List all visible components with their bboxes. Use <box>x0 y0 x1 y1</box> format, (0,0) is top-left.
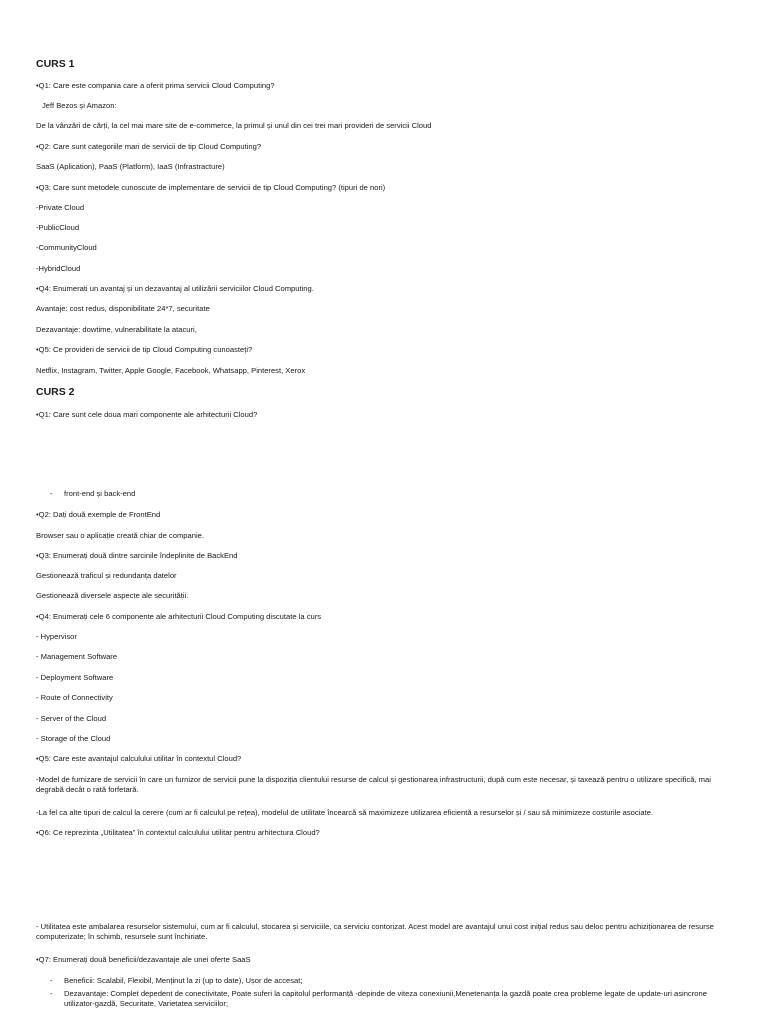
curs1-q2: •Q2: Care sunt categoriile mari de servicii de tip Cloud Computing? <box>36 142 262 151</box>
curs2-q2: •Q2: Dați două exemple de FrontEnd <box>36 510 161 519</box>
bullet-dash: - <box>50 976 53 985</box>
curs1-a3-1: -Private Cloud <box>36 203 85 212</box>
curs2-q3: •Q3: Enumerați două dintre sarcinile îndeplinite de BackEnd <box>36 551 238 560</box>
curs2-a4-4: - Route of Connectivity <box>36 693 113 702</box>
curs1-a2: SaaS (Aplication), PaaS (Platform), IaaS (Infrastracture) <box>36 162 225 171</box>
curs2-q6: •Q6: Ce reprezinta „Utilitatea” în contextul calculului utilitar pentru arhitectura Cloud? <box>36 828 320 837</box>
curs1-q5: •Q5: Ce provideri de servicii de tip Cloud Computing cunoasteți? <box>36 345 253 354</box>
curs1-q4: •Q4: Enumerati un avantaj și un dezavantaj al utilizării serviciilor Cloud Computing. <box>36 284 314 293</box>
curs1-a4-1: Avantaje: cost redus, disponibilitate 24*7, securitate <box>36 304 210 313</box>
curs2-a2: Browser sau o aplicație creată chiar de companie. <box>36 531 204 540</box>
curs2-b1: Beneficii: Scalabil, Flexibil, Menținut la zi (up to date), Ușor de accesat; <box>64 976 303 985</box>
bullet-dash: - <box>50 489 53 498</box>
curs1-a4-2: Dezavantaje: dowtime, vulnerabilitate la atacuri, <box>36 325 197 334</box>
curs2-a3-1: Gestionează traficul și redundanța datelor <box>36 571 177 580</box>
curs1-a1-1: Jeff Bezos și Amazon: <box>42 101 117 110</box>
curs2-a5-2: -La fel ca alte tipuri de calcul la cerere (cum ar fi calculul pe rețea), modelul de utilitate încearcă să maximizeze utilizarea eficientă a resurselor și / sau să minimizeze costurile asociate. <box>36 808 654 817</box>
curs2-heading: CURS 2 <box>36 386 75 398</box>
curs1-q3: •Q3: Care sunt metodele cunoscute de implementare de servicii de tip Cloud Computing? (tipuri de nori) <box>36 183 386 192</box>
curs2-a1: front-end și back-end <box>64 489 136 498</box>
bullet-dash: - <box>50 989 53 998</box>
curs2-a4-6: - Storage of the Cloud <box>36 734 111 743</box>
curs2-a3-2: Gestionează diversele aspecte ale securității. <box>36 591 189 600</box>
curs2-a5-1: -Model de furnizare de servicii în care un furnizor de servicii pune la dispoziția clientului resurse de calcul și gestionarea infrastructurii, după cum este necesar, și taxează pentru o utilizare specifică, mai degrabă decât o rată forfetară. <box>36 775 711 794</box>
curs2-q5: •Q5: Care este avantajul calculului utilitar în contextul Cloud? <box>36 754 242 763</box>
curs1-a3-3: -CommunityCloud <box>36 243 97 252</box>
curs1-a1-2: De la vânzări de cărți, la cel mai mare site de e-commerce, la primul și unul din cei trei mari provideri de servicii Cloud <box>36 121 432 130</box>
curs2-q7: •Q7: Enumerați două beneficii/dezavantaje ale unei oferte SaaS <box>36 955 251 964</box>
curs2-q1: •Q1: Care sunt cele doua mari componente ale arhitecturii Cloud? <box>36 410 258 419</box>
curs1-q1: •Q1: Care este compania care a oferit prima servicii Cloud Computing? <box>36 81 275 90</box>
curs2-a4-3: - Deployment Software <box>36 673 114 682</box>
curs2-a4-1: - Hypervisor <box>36 632 77 641</box>
curs1-a3-4: -HybridCloud <box>36 264 81 273</box>
curs1-heading: CURS 1 <box>36 58 75 70</box>
curs2-b2: Dezavantaje: Complet depedent de conectivitate, Poate suferi la capitolul performanță -depinde de viteza conexiunii,Menetenanța la gazdă poate crea probleme legate de update-uri asincrone utilizator-gazdă, Securitate, Varietatea serviciilor; <box>64 989 707 1008</box>
curs2-a4-5: - Server of the Cloud <box>36 714 107 723</box>
curs1-a5: Netflix, Instagram, Twitter, Apple Google, Facebook, Whatsapp, Pinterest, Xerox <box>36 366 306 375</box>
curs2-a4-2: - Management Software <box>36 652 118 661</box>
curs2-q4: •Q4: Enumerați cele 6 componente ale arhitecturii Cloud Computing discutate la curs <box>36 612 322 621</box>
curs1-a3-2: -PublicCloud <box>36 223 80 232</box>
curs2-a6: - Utilitatea este ambalarea resurselor sistemului, cum ar fi calculul, stocarea și serviciile, ca serviciu contorizat. Acest model are avantajul unui cost inițial redus sau deloc pentru achiziționarea de resurse computerizate; în schimb, resursele sunt închiriate. <box>36 922 714 941</box>
